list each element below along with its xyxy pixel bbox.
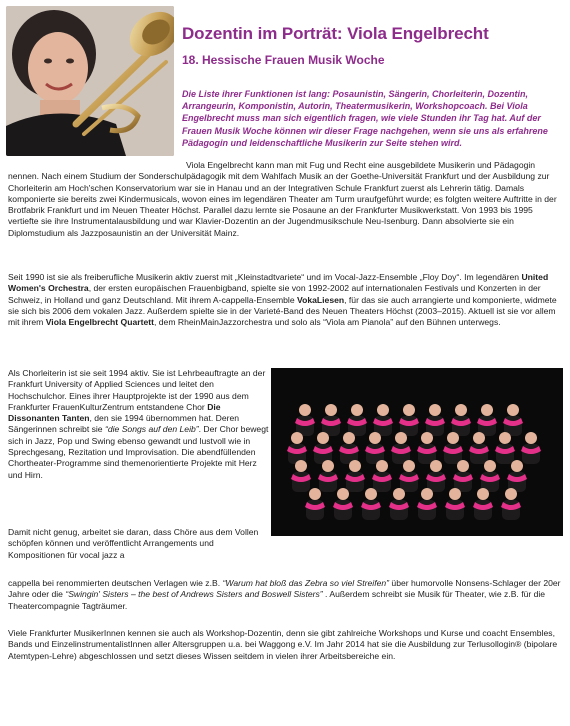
- singer-head: [365, 488, 377, 500]
- ensemble-name-quartett: Viola Engelbrecht Quartett: [45, 317, 154, 328]
- singer-head: [291, 432, 303, 444]
- quote-songs: “die Songs auf den Leib”: [104, 424, 199, 435]
- choir-name: Die Dissonanten Tanten: [8, 401, 221, 424]
- singer-head: [421, 488, 433, 500]
- singer-head: [430, 460, 442, 472]
- singer-head: [499, 432, 511, 444]
- singer-head: [337, 488, 349, 500]
- quote-zebra: “Warum hat bloß das Zebra so viel Streifen”: [222, 578, 390, 588]
- singer-head: [429, 404, 441, 416]
- singer-head: [505, 488, 517, 500]
- singer-head: [447, 432, 459, 444]
- singer-head: [421, 432, 433, 444]
- singer-head: [473, 432, 485, 444]
- singer-head: [403, 404, 415, 416]
- singer-head: [449, 488, 461, 500]
- singer-head: [309, 488, 321, 500]
- text-run: über humorvolle Nonsens-Schlager der 20er Jahre oder die: [8, 578, 561, 600]
- paragraph-arrangements: Damit nicht genug, arbeitet sie daran, dass Chöre aus dem Vollen schöpfen können und veröffentlicht Arrangements und Kompositionen für vocal jazz a: [8, 527, 259, 560]
- singer-head: [477, 488, 489, 500]
- singer-head: [317, 432, 329, 444]
- page-title: Dozentin im Porträt: Viola Engelbrecht: [182, 24, 489, 43]
- singer-head: [507, 404, 519, 416]
- choir-photo: [271, 368, 563, 536]
- text-run: cappella bei renommierten deutschen Verlagen wie z.B.: [8, 578, 223, 588]
- singer-head: [481, 404, 493, 416]
- quote-swingin-sisters: “Swingin' Sisters – the best of Andrews Sisters and Boswell Sisters”: [65, 589, 323, 600]
- text-run: , dem RheinMainJazzorchestra und solo als “Viola am Pianola” auf den Bühnen unterwegs.: [153, 317, 501, 328]
- page-subtitle: 18. Hessische Frauen Musik Woche: [182, 53, 385, 67]
- singer-head: [393, 488, 405, 500]
- text-run: Als Chorleiterin ist sie seit 1994 aktiv. Sie ist Lehrbeauftragte an der Frankfurt University of Applied Sciences und leitet den Hochschulchor. Eines ihrer Hauptprojekte ist der 1990 aus dem Frankfurter FrauenKulturZentrum entstandene Chor: [8, 368, 266, 412]
- singer-head: [484, 460, 496, 472]
- singer-head: [455, 404, 467, 416]
- singer-head: [369, 432, 381, 444]
- singer-head: [511, 460, 523, 472]
- singer-head: [322, 460, 334, 472]
- text-run: , den sie 1994 übernommen hat. Deren Sängerinnen schreibt sie: [8, 413, 240, 435]
- singer-head: [351, 404, 363, 416]
- choir-illustration: [271, 368, 563, 536]
- portrait-photo: [6, 6, 174, 156]
- singer-head: [295, 460, 307, 472]
- portrait-illustration: [6, 6, 174, 156]
- ensemble-name-vokaliesen: VokaLiesen: [297, 294, 345, 305]
- paragraph-career: [8, 272, 564, 328]
- singer-head: [525, 432, 537, 444]
- singer-head: [457, 460, 469, 472]
- text-run: . Der Chor bewegt sich in Jazz, Pop und Swing ebenso gewandt und lustvoll wie in Sprechgesang, Rezitation und Improvisation. Die abendfüllenden Chortheater-Programme sind themenorientierte Projekte mit Herz und Hirn.: [8, 424, 269, 480]
- singer-head: [325, 404, 337, 416]
- text-run: , für das sie auch arrangierte und komponierte, widmete sie sich bis 2006 dem vokalen Jazz. Außerdem spielte sie in der Varieté-Band des Neuen Theaters Höchst (2003–2015). Aktuell ist sie vor allem mit ihrem: [8, 294, 557, 328]
- text-run: , der ersten europäischen Frauenbigband, spielte sie von 1992-2002 auf internationalen Festivals und Konzerten in der Schweiz, in Holland und ganz Deutschland. Mit ihrem A-cappella-Ensemble: [8, 283, 541, 305]
- singer-head: [299, 404, 311, 416]
- paragraph-arrangements-cont: [8, 578, 568, 612]
- paragraph-workshops: Viele Frankfurter MusikerInnen kennen sie auch als Workshop-Dozentin, denn sie gibt zahlreiche Workshops und Kurse und coacht Ensembles, Bands und EinzelinstrumentalistInnen aller Altersgruppen u.a. bei Waggong e.V. Im Jahr 2014 hat sie die Ausbildung zur Terlusollogin® (bipolare Atemtypen-Lehre) abgeschlossen und setzt dieses Wissen seitdem in vielen ihrer Arbeitsbereiche ein.: [8, 628, 558, 661]
- singer-head: [377, 404, 389, 416]
- singer-head: [376, 460, 388, 472]
- singer-head: [343, 432, 355, 444]
- text-run: . Außerdem schreibt sie Musik für Theater, wie z.B. für die Theatercompagnie Tagträumer.: [8, 589, 546, 611]
- text-run: Seit 1990 ist sie als freiberufliche Musikerin aktiv zuerst mit „Kleinstadtvariete“ und im Vocal-Jazz-Ensemble „Floy Doy“. Im legendären: [8, 272, 522, 282]
- singer-head: [395, 432, 407, 444]
- singer-head: [403, 460, 415, 472]
- paragraph-choir-director: [8, 368, 270, 481]
- ensemble-name-uwo: United Women's Orchestra: [8, 272, 549, 294]
- singer-head: [349, 460, 361, 472]
- intro-paragraph: Die Liste ihrer Funktionen ist lang: Posaunistin, Sängerin, Chorleiterin, Dozentin, Arrangeurin, Komponistin, Autorin, Theatermusikerin, Workshopcoach. Bei Viola Engelbrecht muss man sich eigentlich fragen, wie viele Stunden ihr Tag hat. Auf der Frauen Musik Woche können wir dieser Frage nachgehen, wenn sie uns als erfahrene Pädagogin und leidenschaftliche Musikerin zur Seite stehen wird.: [182, 89, 548, 148]
- paragraph-education: Viola Engelbrecht kann man mit Fug und Recht eine ausgebildete Musikerin und Pädagogin nennen. Nach einem Studium der Sonderschulpädagogik mit dem Wahlfach Musik an der Goethe-Universität Frankfurt und der Ausbildung zur Chorleiterin am Hoch'schen Konservatorium war sie in Hanau und an der Integrativen Schule Frankfurt zuerst als Lehrerin tätig. Damals komponierte sie bereits zwei Kindermusicals, wovon eines im legendären Theater am Turm uraufgeführt wurde; es folgten weitere Auftritte in der Brotfabrik Frankfurt und im Neuen Theater Höchst. Parallel dazu lernte sie Posaune an der Frankfurter Musikwerkstatt. Von 1993 bis 1995 vertiefte sie ihre Instrumentalausbildung und war Klavier-Dozentin an der Jugendmusikschule Neu-Isenburg. Dann absolvierte sie ein Diplomstudium als Jazzposaunistin an der Universität Mainz.: [8, 160, 557, 238]
